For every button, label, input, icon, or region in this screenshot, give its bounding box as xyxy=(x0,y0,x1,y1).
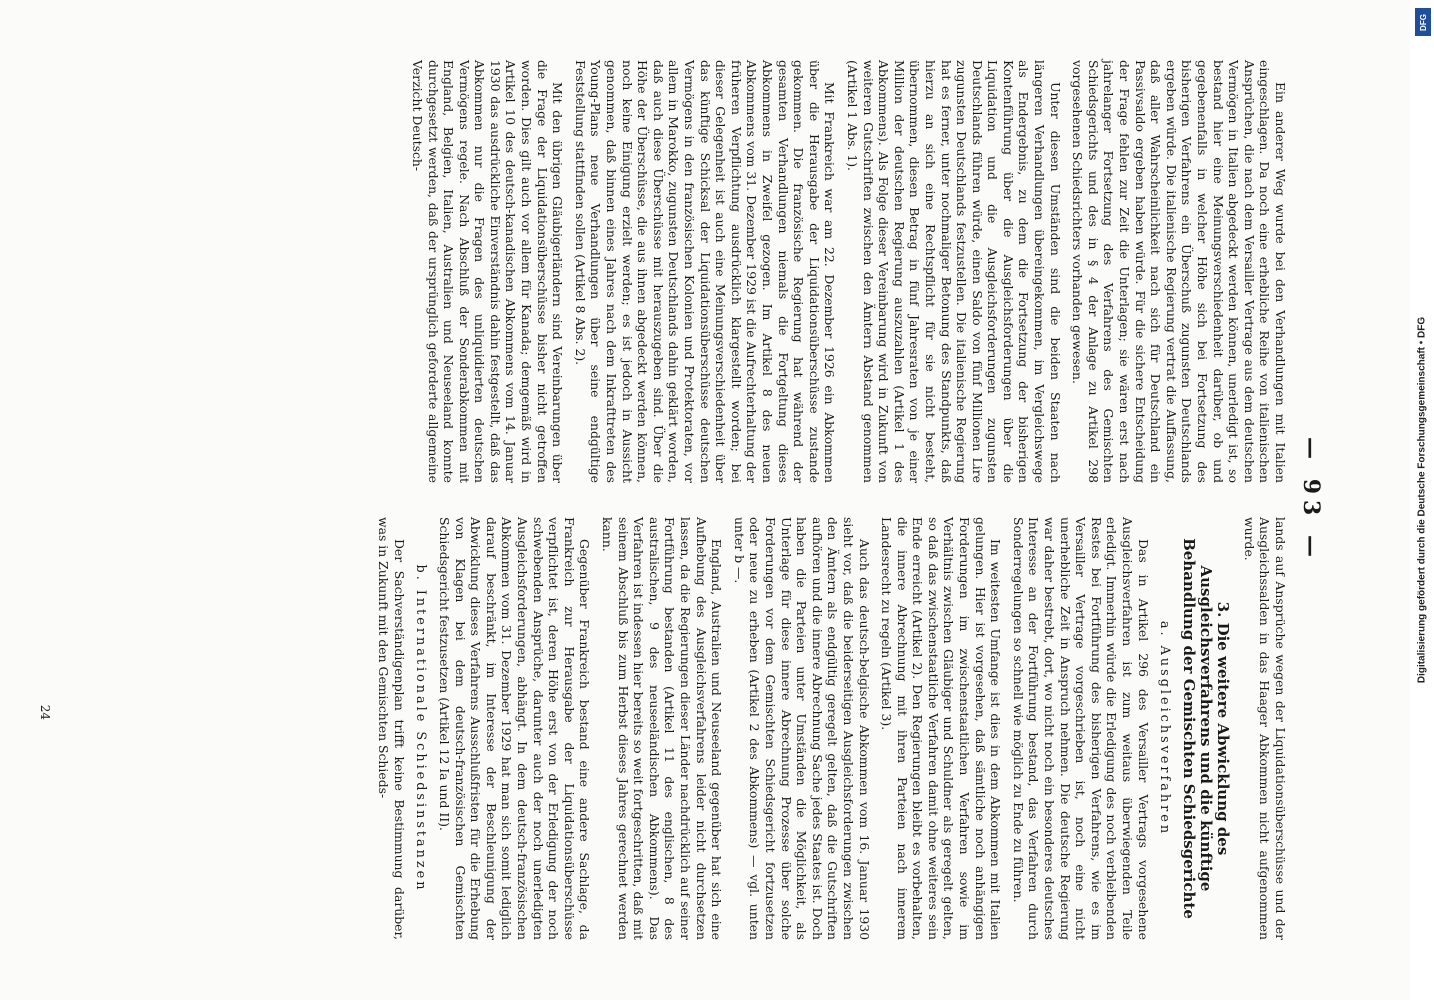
page-number: 24 xyxy=(38,704,52,720)
section-heading: 3. Die weitere Abwicklung des Ausgleichsverfahrens und die künftige Behandlung der Gemischten Schiedsgerichte xyxy=(1180,538,1233,919)
paragraph: Ein anderer Weg wurde bei den Verhandlungen mit Italien eingeschlagen. Da noch eine erhebliche Reihe von italienischen Ansprüchen, die nach dem Versailler Vertrage aus dem deutschen Vermögen in Italien abgedeckt werden können, unerledigt ist, so bestand hier eine Meinungsverschiedenheit darüber, ob und gegebenenfalls in welcher Höhe sich bei Fortsetzung des bisherigen Verfahrens ein Überschuß zugunsten Deutschlands ergeben würde. Die italienische Regierung vertrat die Auffassung, daß aller Wahrscheinlichkeit nach sich für Deutschland ein Passivsaldo ergeben haben würde. Für die sichere Entscheidung der Frage fehlen zur Zeit die Unterlagen; sie wären erst nach jahrelanger Fortsetzung des Verfahrens des Gemischten Schiedsgerichts und des in § 4 der Anlage zu Artikel 298 vorgesehenen Schiedsrichters vorhanden gewesen. xyxy=(1070,60,1288,483)
logo-text: DFG xyxy=(1418,13,1428,31)
page-header: — 93 — xyxy=(1298,437,1324,563)
paragraph: Im weitesten Umfange ist dies in dem Abkommen mit Italien gelungen. Hier ist vorgesehen, daß sämtliche noch anhängigen Forderungen im zwischenstaatlichen Verfahren sowie im Verhältnis zwischen Gläubiger und Schuldner als geregelt gelten, so daß das zwischenstaatliche Verfahren damit ohne weiteres sein Ende erreicht (Artikel 2). Den Regierungen bleibt es vorbehalten, die innere Abrechnung mit ihren Parteien nach innerem Landesrecht zu regeln (Artikel 3). xyxy=(879,517,1004,940)
right-column xyxy=(168,517,1288,940)
dfg-logo-icon xyxy=(1415,8,1431,36)
subsection-heading: a. Ausgleichsverfahren xyxy=(1157,620,1173,837)
subsection-heading: b. Internationale Schiedsinstanzen xyxy=(413,564,429,893)
left-column xyxy=(168,60,1288,483)
paragraph: Auch das deutsch-belgische Abkommen vom 16. Januar 1930 sieht vor, daß die beiderseitigen Ausgleichsforderungen zwischen den Ämtern als endgültig geregelt gelten, daß die Gutschriften aufhören und die innere Abrechnung Sache jedes Staates ist. Doch haben die Parteien unter Umständen die Möglichkeit, als Unterlage für diese innere Abrechnung Prozesse über solche Forderungen vor dem Gemischten Schiedsgericht fortzusetzen oder neue zu erheben (Artikel 2 des Abkommens) — vgl. unten unter b —. xyxy=(731,517,872,940)
paragraph: lands auf Ansprüche wegen der Liquidationsüberschüsse und der Ausgleichssalden in das Haager Abkommen nicht aufgenommen wurde. xyxy=(1241,517,1288,940)
paragraph: Das in Artikel 296 des Versailler Vertrags vorgesehene Ausgleichsverfahren ist zum weitaus überwiegenden Teile erledigt. Immerhin würde die Erledigung des noch verbleibenden Restes bei Fortführung des bisherigen Verfahrens, wie es im Versailler Vertrage vorgeschrieben ist, noch eine nicht unerhebliche Zeit in Anspruch nehmen. Die deutsche Regierung war daher bestrebt, dort, wo nicht noch ein besonderes deutsches Interesse an der Fortführung bestand, das Verfahren durch Sonderregelungen so schnell wie möglich zu Ende zu führen. xyxy=(1010,517,1151,940)
paragraph: Mit Frankreich war am 22. Dezember 1926 ein Abkommen über die Herausgabe der Liquidationsüberschüsse zustande gekommen. Die französische Regierung hat während der gesamten Verhandlungen niemals die Fortgeltung dieses Abkommens in Zweifel gezogen. Im Artikel 8 des neuen Abkommens vom 31. Dezember 1929 ist die Aufrechterhaltung der früheren Verpflichtung ausdrücklich klargestellt worden; bei dieser Gelegenheit ist auch eine Meinungsverschiedenheit über das künftige Schicksal der Liquidationsüberschüsse deutschen Vermögens in den französischen Kolonien und Protektoraten, vor allem in Marokko, zugunsten Deutschlands dahin geklärt worden, daß auch diese Überschüsse mit herauszugeben sind. Über die Höhe der Überschüsse, die aus ihnen abgedeckt werden können, noch keine Einigung erzielt werden; es ist jedoch in Aussicht genommen, daß binnen eines Jahres nach dem Inkrafttreten des Young-Plans neue Verhandlungen über seine endgültige Feststellung stattfinden sollen (Artikel 8 Abs. 2). xyxy=(572,60,838,483)
paragraph: Unter diesen Umständen sind die beiden Staaten nach längeren Verhandlungen übereingekommen, im Vergleichswege als Endergebnis, zu dem die Fortsetzung der bisherigen Kontenführung über die Ausgleichsforderungen über die Liquidation und die Ausgleichsforderungen zugunsten Deutschlands führen würde, einen Saldo von fünf Millionen Lire zugunsten Deutschlands festzustellen. Die italienische Regierung hat es ferner, unter nochmaliger Betonung des Standpunkts, daß hierzu an sich eine Rechtspflicht für sie nicht besteht, übernommen, diesen Betrag in fünf Jahresraten von je einer Million der deutschen Regierung auszuzahlen (Artikel 1 des Abkommens). Als Folge dieser Vereinbarung wird in Zukunft von weiteren Gutschriften zwischen den Ämtern Abstand genommen (Artikel 1 Abs. 1). xyxy=(844,60,1063,483)
paragraph: Gegenüber Frankreich bestand eine andere Sachlage, da Frankreich zur Herausgabe der Liquidationsüberschüsse verpflichtet ist, deren Höhe erst von der Erledigung der noch schwebenden Ansprüche, darunter auch der noch unerledigten Ausgleichsforderungen, abhängt. In dem deutsch-französischen Abkommen vom 31. Dezember 1929 hat man sich somit lediglich darauf beschränkt, im Interesse der Beschleunigung der Abwicklung dieses Verfahrens Ausschlußfristen für die Erhebung von Klagen bei dem deutsch-französischen Gemischten Schiedsgericht festzusetzen (Artikel 12 Ia und II). xyxy=(437,517,593,940)
text-columns xyxy=(168,60,1288,940)
paragraph: Der Sachverständigenplan trifft keine Bestimmung darüber, was in Zukunft mit den Gemischten Schieds- xyxy=(376,517,407,940)
funding-note: Digitalisierung gefördert durch die Deutsche Forschungsgemeinschaft • DFG xyxy=(1416,316,1428,684)
funding-sidebar xyxy=(1410,0,1434,1000)
paragraph: Mit den übrigen Gläubigerländern sind Vereinbarungen über die Frage der Liquidationsüberschüsse bisher nicht getroffen worden. Dies gilt auch vor allem für Kanada; demgemäß wird in Artikel 10 des deutsch-kanadischen Abkommens vom 14. Januar 1930 das ausdrückliche Einverständnis dahin festgestellt, daß das Abkommen nur die Fragen des unliquidierten deutschen Vermögens regele. Nach Abschluß der Sonderabkommen mit England, Belgien, Italien, Australien und Neuseeland konnte durchgesetzt werden, daß der ursprünglich geforderte allgemeine Verzicht Deutsch- xyxy=(409,60,566,483)
paragraph: England, Australien und Neuseeland gegenüber hat sich eine Aufhebung des Ausgleichsverfahrens leider nicht durchsetzen lassen, da die Regierungen dieser Länder nachdrücklich auf seiner Fortführung bestanden (Artikel 11 des englischen, 8 des australischen, 9 des neuseeländischen Abkommens). Das Verfahren ist indessen hier bereits so weit fortgeschritten, daß mit seinem Abschluß bis zum Herbst dieses Jahres gerechnet werden kann. xyxy=(600,517,725,940)
